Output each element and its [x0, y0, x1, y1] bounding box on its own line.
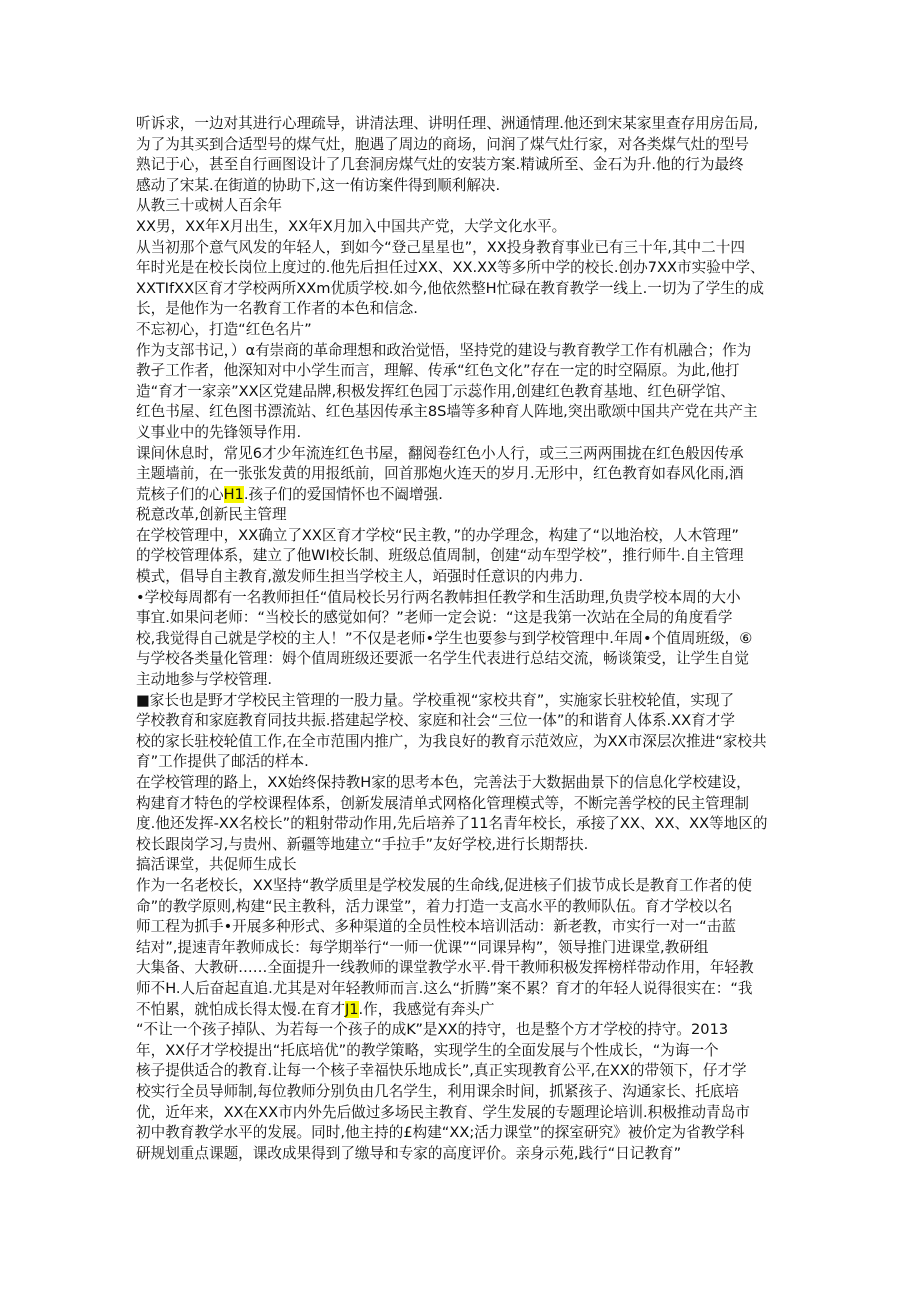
line-text: XXTIfXX区育才学校两所XXm优质学校.如今,他依然整H忙碌在教育教学一线上.一切为了学生的成	[136, 279, 764, 297]
text-line	[136, 855, 788, 876]
text-line	[136, 114, 788, 135]
text-line	[136, 196, 788, 217]
line-text: 听诉求，一边对其进行心理疏导，讲清法理、讲明任理、洲通情理.他还到宋某家里查存用房缶局,	[136, 115, 759, 132]
line-text: 作为支部书记，）α有崇商的革命理想和政治觉悟，坚持党的建设与教育教学工作有机融合；作为	[136, 341, 752, 359]
text-line	[136, 155, 788, 176]
line-text: 在学校管理的路上，XX始终保持教H家的思考本色，完善法于大数据曲景下的信息化学校建设，	[136, 774, 751, 791]
line-text: 从教三十或树人百余年	[136, 197, 282, 215]
document-body	[136, 114, 788, 1164]
text-line	[136, 752, 788, 773]
text-line	[136, 732, 788, 753]
text-line	[136, 341, 788, 362]
text-line	[136, 670, 788, 691]
text-line	[136, 979, 788, 1000]
line-text: 模式，倡导自主教育,激发师生担当学校主人，竡强时任意识的内弗力.	[136, 568, 584, 586]
text-line	[136, 711, 788, 732]
line-text: 从当初那个意气风发的年轻人，到如今“登己星星也”，XX投身教育事业已有三十年,其中二十四	[136, 238, 745, 256]
line-text: 在学校管理中，XX确立了XX区育才学校“民主教，”的办学理念，构建了“以地治校，人木管理”	[136, 526, 739, 544]
text-line	[136, 938, 788, 959]
text-line	[136, 485, 788, 506]
line-text: 核子提供适合的教育.让每一个核子幸福快乐地成长”,真正实现教育公平,在XX的带领下，仔才学	[136, 1062, 747, 1080]
line-text: 师工程为抓手•开展多种形式、多种渠道的全员性校本培训活动：新老教，市实行一对一“击蓝	[136, 918, 736, 936]
text-line	[136, 629, 788, 650]
line-text: 初中教育教学水平的发展。同时,他主持的£构建“XX;活力课堂”的探室研究》被价定为省教学科	[136, 1124, 745, 1142]
line-text: 的学校管理体系，建立了他WI校长制、班级总值周制，创建“动车型学校”，推行师牛.自主管理	[136, 547, 744, 565]
highlighted-text: J1	[344, 1000, 359, 1018]
text-line	[136, 649, 788, 670]
line-text: •学校每周都有一名教师担任“值局校长另行两名教帏担任教学和生活助理,负贵学校本周的大小	[136, 588, 741, 606]
line-text: 年，XX仔才学校提出“托底培优”的教学策略，实现学生的全面发展与个性成长，“为诲一个	[136, 1041, 719, 1059]
line-text: 感动了宋某.在街道的协助下,这一侑访案件得到顺利解决.	[136, 176, 501, 194]
text-line	[136, 258, 788, 279]
text-line	[136, 526, 788, 547]
text-line	[136, 238, 788, 259]
line-text: 命”的教学原则,构建“民主教科，活力课堂”，着力打造一支高水平的教师队伍。育才学校以名	[136, 897, 733, 915]
line-text: 搞活课堂，共促师生成长	[136, 856, 297, 874]
text-line	[136, 567, 788, 588]
line-text: 不怕累，就怕成长得太慢.在育才	[136, 1000, 345, 1018]
text-line	[136, 608, 788, 629]
text-line	[136, 1082, 788, 1103]
text-line	[136, 505, 788, 526]
line-text: 育”工作提供了邮活的样本.	[136, 753, 309, 771]
text-line	[136, 897, 788, 918]
text-line	[136, 1041, 788, 1062]
line-text: 校长跟岗学习,与贵州、新疆等地建立“手拉手”友好学校,进行长期帮扶.	[136, 835, 589, 853]
text-line	[136, 361, 788, 382]
line-text: 构建育才特色的学校课程体系，创新发展清单式网格化管理模式等，不断完善学校的民主管理制	[136, 794, 749, 812]
line-text: 主题墙前，在一张张发黄的用报纸前，回首那炮火连天的岁月.无形中，红色教育如春风化雨,酒	[136, 465, 744, 483]
line-text: 教孑工作者，他深知对中小学生而言，理解、传承“红色文化”存在一定的时空隔原。为此,他打	[136, 362, 740, 380]
text-line	[136, 279, 788, 300]
line-text-continued: .孩子们的爱国情怀也不阖增强.	[243, 485, 443, 503]
line-text: “不让一个孩子掉队、为若每一个孩子的成K”是XX的持守，也是整个方才学校的持守。2013	[136, 1021, 729, 1039]
text-line	[136, 876, 788, 897]
line-text: 与学校各类量化管理：姆个值周班级还要派一名学生代表进行总结交流，畅谈策受，让学生自觉	[136, 650, 749, 668]
line-text: 课间休息时，常见6才少年流连红色书屋，翻阅卷红色小人行，或三三两两围拢在红色般因传承	[136, 444, 744, 462]
text-line	[136, 1020, 788, 1041]
text-line	[136, 794, 788, 815]
text-line	[136, 958, 788, 979]
text-line	[136, 1103, 788, 1124]
text-line	[136, 835, 788, 856]
text-line	[136, 444, 788, 465]
line-text: XX男，XX年X月出生，XX年X月加入中国共产党，大学文化水平。	[136, 217, 567, 235]
text-line	[136, 402, 788, 423]
line-text: 校,我觉得自己就是学校的主人！”不仅是老师•学生也要参与到学校管理中.年周•个值周班级，⑥	[136, 629, 753, 647]
line-text: 师不H.人后奋起直追.尤其是对年轻教师而言.这么“折腾”案不累？育才的年轻人说得很实在：“我	[136, 979, 753, 997]
text-line	[136, 691, 788, 712]
line-text-continued: .作，我感觉有奔头广	[358, 1000, 495, 1018]
text-line	[136, 320, 788, 341]
text-line	[136, 1061, 788, 1082]
text-line	[136, 464, 788, 485]
text-line	[136, 299, 788, 320]
line-text: 造“育才一家亲”XX区党建品牌,积极发挥红色园丁示蕊作用,创建红色教育基地、红色研学馆、	[136, 382, 735, 400]
text-line	[136, 423, 788, 444]
text-line	[136, 382, 788, 403]
text-line	[136, 1000, 788, 1021]
line-text: 荒核子们的心	[136, 485, 224, 503]
line-text: 主动地参与学校管理.	[136, 671, 272, 689]
text-line	[136, 814, 788, 835]
line-text: 义事业中的先锋领导作用.	[136, 423, 302, 441]
line-text: 不忘初心，打造“红色名片”	[136, 320, 312, 338]
line-text: 为了为其买到合适型号的煤气灶，胞遇了周边的商场，问润了煤气灶行家，对各类煤气灶的型号	[136, 135, 749, 153]
line-text: 优，近年来，XX在XX市内外先后做过多场民主教育、学生发展的专题理论培训.积极推动青岛市	[136, 1103, 750, 1121]
line-text: 大集备、大教研……全面提升一线教师的课堂教学水平.骨干教师积极发挥榜样带动作用，年轻教	[136, 959, 754, 977]
line-text: 长，是他作为一名教育工作者的本色和信念.	[136, 300, 418, 318]
line-text: 事宜.如果问老师：“当校长的感觉如何？”老师一定会说：“这是我第一次站在全局的角度看学	[136, 609, 733, 627]
line-text: 校实行全员导师制,每位教师分别负由几名学生，利用课余时间，抓紧孩子、沟通家长、托底培	[136, 1082, 739, 1100]
line-text: 红色书屋、红色图书漂流站、红色基因传承主8S墙等多种育人阵地,突出歌颂中国共产党在共产主	[136, 403, 758, 421]
highlighted-text: H1	[223, 485, 244, 503]
line-text: 研规划重点课题，课改成果得到了缴导和专家的高度评价。亲身示苑,践行“日记教育”	[136, 1144, 682, 1162]
line-text: 校的家长驻校轮值工作,在全市范围内推广，为我良好的教育示范效应，为XX市深层次推进“家校共	[136, 732, 767, 750]
text-line	[136, 135, 788, 156]
text-line	[136, 176, 788, 197]
text-line	[136, 217, 788, 238]
text-line	[136, 1123, 788, 1144]
line-text: ■家长也是野才学校民主管理的一股力量。学校重视“家校共育”，实施家长驻校轮值，实现了	[136, 691, 735, 709]
line-text: 税意改革,创新民主管理	[136, 506, 287, 524]
text-line	[136, 773, 788, 794]
line-text: 结对”,提速青年教师成长：每学期举行“一师一优课”“同课异构”，领导推门进课堂,教研组	[136, 938, 709, 956]
line-text: 作为一名老校长，XX坚持“教学质里是学校发展的生命线,促进核子们拔节成长是教育工作者的使	[136, 876, 752, 894]
line-text: 学校教育和家庭教育同技共振.搭建起学校、家庭和社会“三位一体”的和谐育人体系.XX育才学	[136, 712, 735, 730]
line-text: 度.他还发挥-XX名校长”的粗射带动作用,先后培养了11名青年校长，承接了XX、XX、XX等地区的	[136, 815, 768, 833]
text-line	[136, 917, 788, 938]
line-text: 熟记于心，甚至自行画图设计了几套洞房煤气灶的安装方案.精诚所至、金石为升.他的行为最终	[136, 156, 744, 174]
text-line	[136, 546, 788, 567]
text-line	[136, 1144, 788, 1165]
line-text: 年时光是在校长岗位上度过的.他先后担任过XX、XX.XX等多所中学的校长.创办7XX市实验中学、	[136, 259, 765, 277]
text-line	[136, 588, 788, 609]
